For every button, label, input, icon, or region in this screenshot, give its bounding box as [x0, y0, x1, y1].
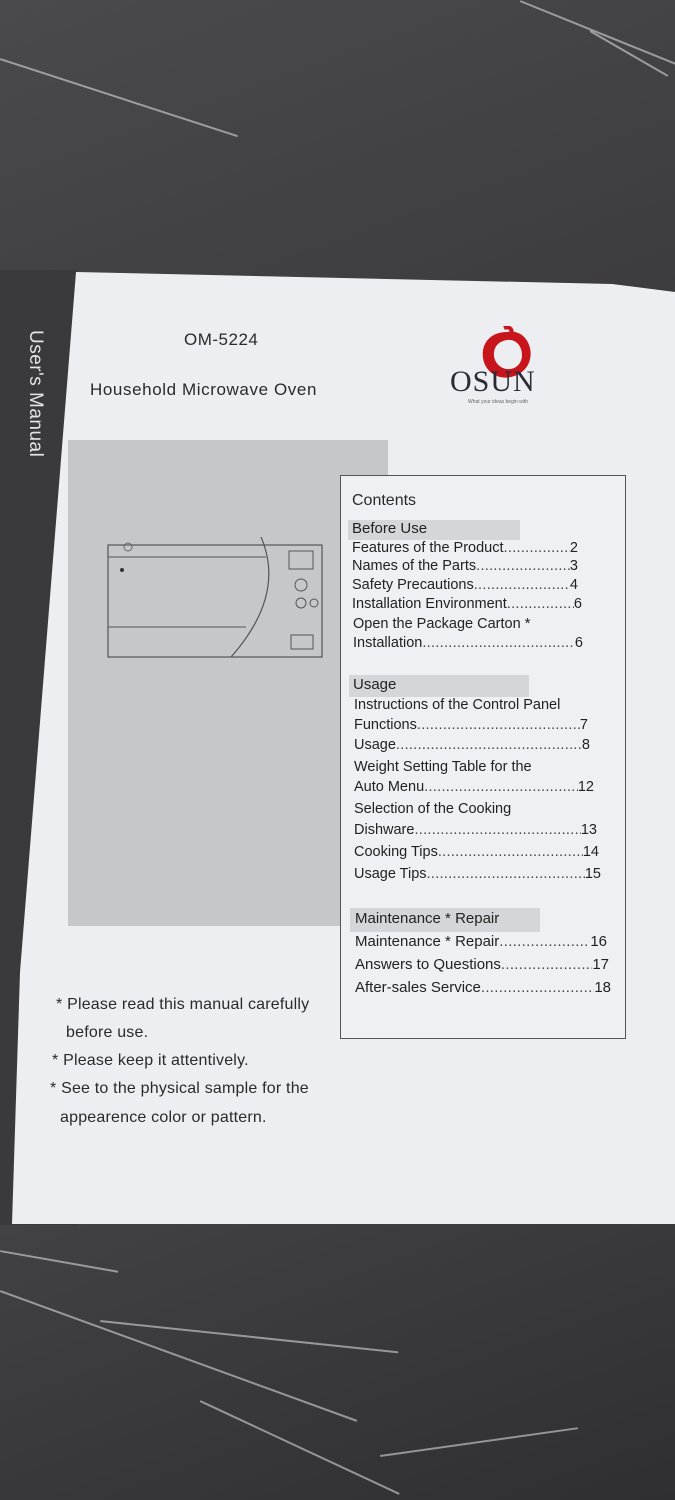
toc-entry — [354, 866, 601, 886]
toc-entry-page: 13 — [580, 822, 597, 838]
toc-entry-page: 7 — [579, 717, 588, 733]
toc-entry-page: 17 — [592, 956, 609, 973]
toc-entry-page: 18 — [594, 979, 611, 996]
toc-entry-title: Cooking Tips — [354, 844, 438, 860]
toc-entry-title: Open the Package Carton * — [353, 616, 531, 632]
toc-entry-title: Instructions of the Control Panel — [354, 697, 561, 713]
brand-tagline: What your ideas begin with — [468, 399, 529, 405]
marble-vein — [200, 1400, 400, 1495]
toc-entry-title: Names of the Parts — [352, 558, 477, 574]
toc-entry — [355, 933, 607, 953]
toc-entry-page: 16 — [590, 933, 607, 950]
toc-entry-title: Maintenance * Repair — [355, 933, 500, 950]
toc-entry — [355, 979, 611, 999]
marble-vein — [380, 1427, 578, 1457]
toc-entry-title: Answers to Questions — [355, 956, 501, 973]
toc-entry-page: 6 — [574, 635, 583, 651]
toc-entry — [352, 577, 578, 597]
toc-entry — [352, 596, 582, 616]
marble-vein — [0, 58, 238, 137]
marble-vein — [0, 1290, 357, 1422]
toc-entry-title: Usage — [354, 737, 396, 753]
toc-entry-title: Usage Tips — [354, 866, 427, 882]
usage-note: * Please read this manual carefully — [56, 996, 310, 1013]
model-number: OM-5224 — [184, 330, 259, 349]
toc-entry — [354, 737, 590, 757]
toc-entry-page: 6 — [573, 596, 582, 612]
toc-entry — [354, 822, 597, 842]
usage-note: * Please keep it attentively. — [52, 1052, 249, 1069]
toc-entry-title: Safety Precautions — [352, 577, 474, 593]
toc-entry-title: Installation Environment — [352, 596, 507, 612]
toc-entry — [352, 540, 578, 560]
toc-entry — [354, 779, 594, 799]
spine-title: User's Manual — [25, 330, 46, 458]
usage-note: * See to the physical sample for the — [50, 1080, 309, 1097]
section-heading: Usage — [353, 676, 397, 693]
marble-vein — [100, 1320, 399, 1353]
toc-entry-title: Features of the Product — [352, 540, 504, 556]
toc-entry — [353, 635, 583, 655]
marble-vein — [520, 0, 675, 66]
toc-entry — [354, 717, 588, 737]
toc-entry-page: 3 — [569, 558, 578, 574]
toc-entry-title: Auto Menu — [354, 779, 425, 795]
brand-logo: OSUN — [450, 365, 536, 398]
toc-entry-page: 8 — [581, 737, 590, 753]
section-heading: Maintenance * Repair — [355, 910, 500, 927]
toc-entry-page: 2 — [569, 540, 578, 556]
marble-vein — [590, 30, 669, 77]
toc-entry-title: Selection of the Cooking — [354, 801, 512, 817]
toc-entry-title: After-sales Service — [355, 979, 481, 996]
section-heading: Before Use — [352, 520, 428, 537]
contents-title: Contents — [352, 492, 417, 509]
usage-note: before use. — [66, 1024, 149, 1041]
toc-entry-title: Weight Setting Table for the — [354, 759, 532, 775]
toc-entry — [355, 956, 609, 976]
toc-entry-page: 14 — [582, 844, 599, 860]
product-name: Household Microwave Oven — [90, 380, 317, 399]
toc-entry-page: 15 — [584, 866, 601, 882]
toc-entry-page: 12 — [577, 779, 594, 795]
usage-note: appearence color or pattern. — [60, 1109, 267, 1126]
marble-vein — [0, 1250, 118, 1273]
toc-entry-title: Installation — [353, 635, 423, 651]
microwave-oven-illustration — [106, 535, 326, 659]
toc-entry-page: 4 — [569, 577, 578, 593]
toc-entry — [352, 558, 578, 578]
toc-entry-title: Dishware — [354, 822, 415, 838]
toc-entry-title: Functions — [354, 717, 417, 733]
toc-entry — [354, 844, 599, 864]
